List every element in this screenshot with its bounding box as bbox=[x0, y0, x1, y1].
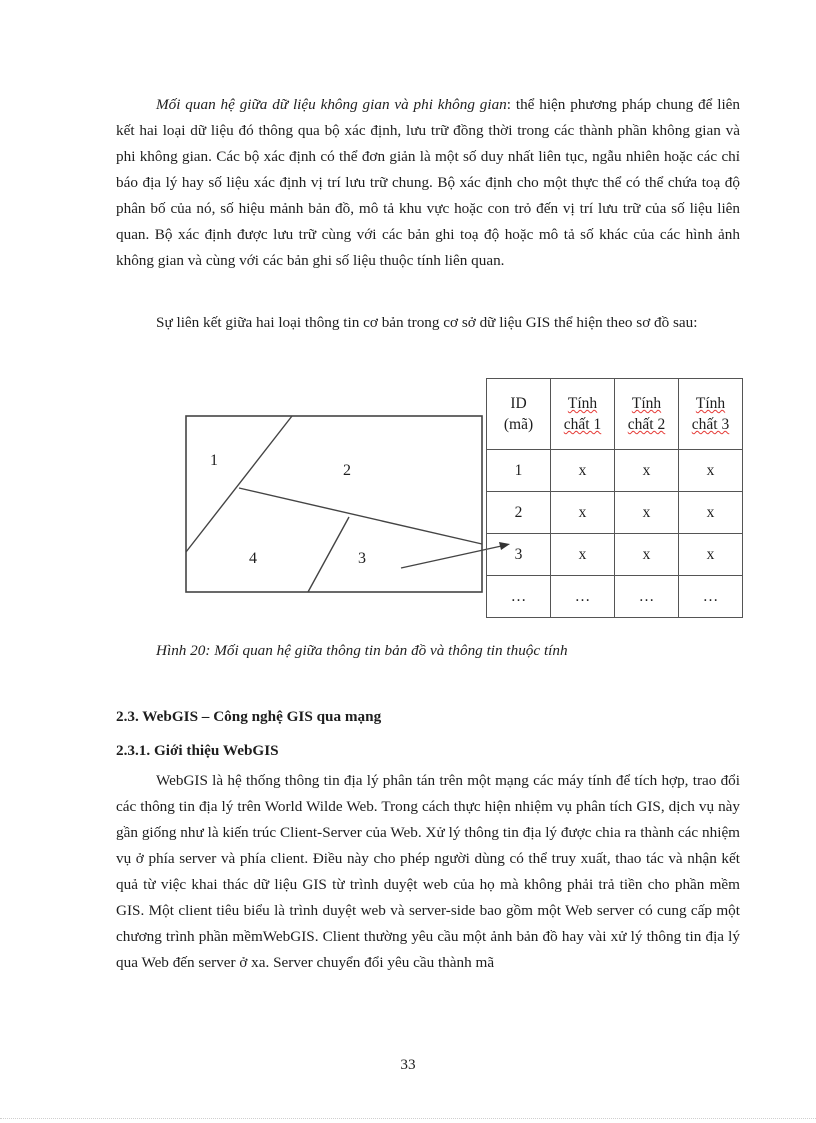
table-cell: 1 bbox=[487, 450, 551, 492]
table-cell: … bbox=[487, 576, 551, 618]
map-boundary-line bbox=[186, 416, 292, 552]
table-cell: x bbox=[615, 450, 679, 492]
table-cell: … bbox=[615, 576, 679, 618]
page-number: 33 bbox=[400, 1056, 416, 1073]
map-frame bbox=[186, 416, 482, 592]
table-header-cell: ID (mã) bbox=[487, 379, 551, 450]
map-region-3-label: 3 bbox=[358, 550, 366, 567]
table-cell: 3 bbox=[487, 534, 551, 576]
map-region-2-label: 2 bbox=[343, 462, 351, 479]
table-cell: x bbox=[615, 492, 679, 534]
table-cell: 2 bbox=[487, 492, 551, 534]
table-cell: x bbox=[551, 450, 615, 492]
paragraph-body: : thể hiện phương pháp chung để liên kết hai loại dữ liệu đó thông qua bộ xác định, lưu trữ đồng thời trong các thành phần không gian và phi không gian. Các bộ xác định có thể đơn giản là một số duy nhất liên tục, ngẫu nhiên hoặc các chỉ báo địa lý hay số liệu xác định vị trí lưu trữ chung. Bộ xác định cho một thực thể có thể chứa toạ độ phân bố của nó, số hiệu mảnh bản đồ, mô tả khu vực hoặc con trỏ đến vị trí lưu trữ của số liệu liên quan. Bộ xác định được lưu trữ cùng với các bản ghi toạ độ hoặc mô tả số khác của các hình ảnh không gian và cùng với các bản ghi số liệu thuộc tính liên quan. bbox=[116, 96, 740, 269]
table-row bbox=[487, 576, 743, 618]
table-cell: … bbox=[679, 576, 743, 618]
map-boundary-line bbox=[308, 517, 349, 592]
table-header-cell: Tính chất 3 bbox=[679, 379, 743, 450]
paragraph-linkage-intro: Sự liên kết giữa hai loại thông tin cơ bản trong cơ sở dữ liệu GIS thể hiện theo sơ đồ sau: bbox=[156, 314, 698, 331]
table-cell: x bbox=[679, 450, 743, 492]
figure-caption: Hình 20: Mối quan hệ giữa thông tin bản đồ và thông tin thuộc tính bbox=[156, 642, 568, 659]
table-cell: x bbox=[615, 534, 679, 576]
attribute-table bbox=[486, 378, 743, 618]
table-cell: … bbox=[551, 576, 615, 618]
paragraph-spatial-relationship bbox=[116, 92, 740, 274]
table-row bbox=[487, 534, 743, 576]
subsection-heading: 2.3.1. Giới thiệu WebGIS bbox=[116, 742, 279, 759]
attribute-table-header bbox=[487, 379, 743, 450]
page-bottom-divider bbox=[0, 1118, 816, 1119]
map-boundary-line bbox=[239, 488, 482, 544]
table-row bbox=[487, 492, 743, 534]
map-region-1-label: 1 bbox=[210, 452, 218, 469]
table-cell: x bbox=[551, 534, 615, 576]
paragraph-lead-italic: Mối quan hệ giữa dữ liệu không gian và phi không gian bbox=[156, 96, 507, 113]
table-cell: x bbox=[679, 492, 743, 534]
section-heading: 2.3. WebGIS – Công nghệ GIS qua mạng bbox=[116, 708, 382, 725]
paragraph-webgis-intro: WebGIS là hệ thống thông tin địa lý phân tán trên một mạng các máy tính để tích hợp, trao đổi các thông tin địa lý trên World Wilde Web. Trong cách thực hiện nhiệm vụ phân tích GIS, dịch vụ này gần giống như là kiến trúc Client-Server của Web. Xử lý thông tin địa lý được chia ra thành các nhiệm vụ ở phía server và phía client. Điều này cho phép người dùng có thể truy xuất, thao tác và nhận kết quả từ việc khai thác dữ liệu GIS từ trình duyệt web của họ mà không phải trả tiền cho phần mềm GIS. Một client tiêu biểu là trình duyệt web và server-side bao gồm một Web server có cung cấp một chương trình phần mềmWebGIS. Client thường yêu cầu một ảnh bản đồ hay vài xử lý thông tin địa lý qua Web đến server ở xa. Server chuyển đổi yêu cầu thành mã bbox=[116, 772, 740, 971]
table-cell: x bbox=[679, 534, 743, 576]
table-row bbox=[487, 450, 743, 492]
map-region-4-label: 4 bbox=[249, 550, 257, 567]
table-cell: x bbox=[551, 492, 615, 534]
table-header-cell: Tính chất 2 bbox=[615, 379, 679, 450]
table-header-cell: Tính chất 1 bbox=[551, 379, 615, 450]
